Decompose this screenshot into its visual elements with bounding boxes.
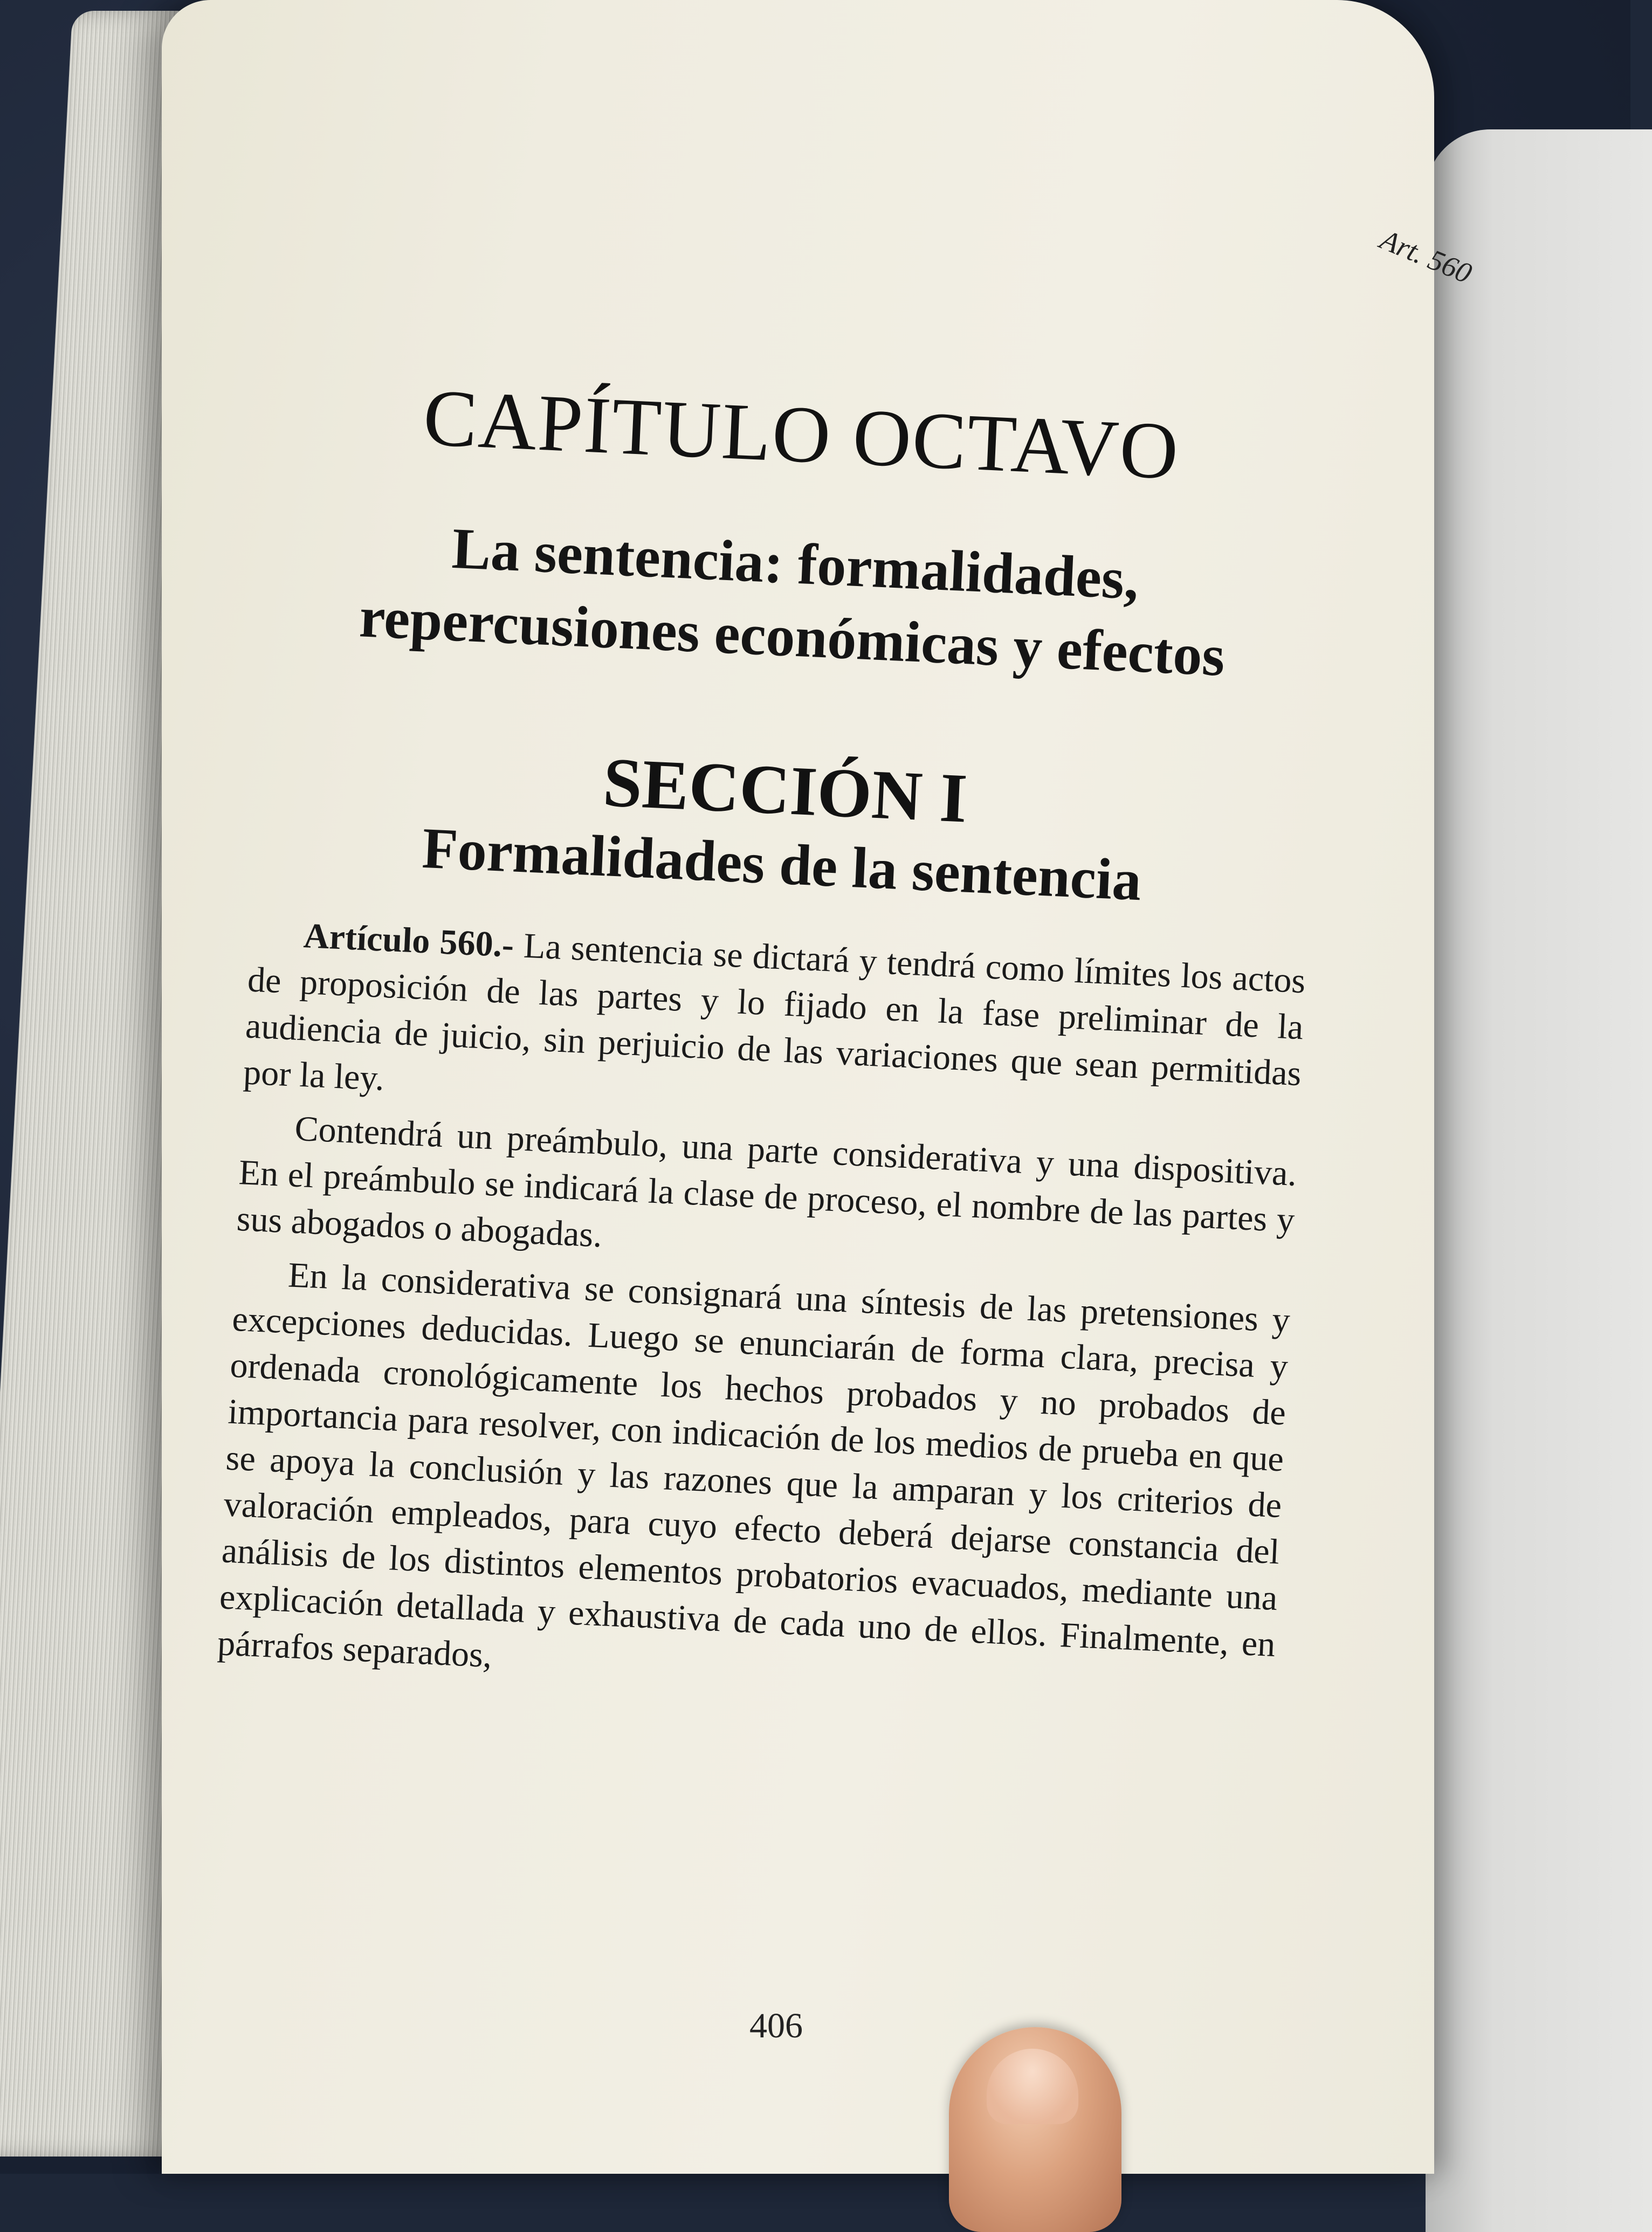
thumbnail xyxy=(987,2049,1078,2124)
chapter-title: CAPÍTULO OCTAVO xyxy=(421,373,1181,497)
article-paragraph-1-text: La sentencia se dictará y tendrá como límites los actos de proposición de las partes y lo fijado en la fase preliminar de la audiencia de juicio, sin perjuicio de las variaciones que sean permitidas por la ley. xyxy=(242,926,1306,1099)
chapter-subtitle-line-1: La sentencia: formalidades, xyxy=(450,516,1140,612)
section-subtitle: Formalidades de la sentencia xyxy=(421,816,1143,913)
article-paragraph-2: Contendrá un preámbulo, una parte considerativa y una dispositiva. En el preámbulo se indicará la clase de proceso, el nombre de las partes y sus abogados o abogadas. xyxy=(236,1108,1298,1255)
article-paragraph-3: En la considerativa se consignará una síntesis de las pretensiones y excepciones deducidas. Luego se enunciarán de forma clara, precisa y ordenada cronológicamente los hechos probados y no probados de importancia para resolver, con indicación de los medios de prueba en que se apoya la conclusión y las razones que la amparan y los criterios de valoración empleados, para cuyo efecto deberá dejarse constancia del análisis de los distintos elementos probatorios evacuados, mediante una explicación detallada y exhaustiva de cada uno de ellos. Finalmente, en párrafos separados, xyxy=(216,1255,1291,1676)
section-title: SECCIÓN I xyxy=(601,743,969,838)
page-content xyxy=(216,140,1477,1722)
page-number: 406 xyxy=(749,2006,803,2045)
article-label: Artículo 560.- xyxy=(302,916,515,965)
chapter-subtitle-line-2: repercusiones económicas y efectos xyxy=(358,585,1227,688)
running-head: Art. 560 xyxy=(1375,223,1477,290)
thumb xyxy=(949,2027,1121,2232)
article-body xyxy=(216,911,1306,1714)
book-page xyxy=(162,0,1477,2174)
facing-page xyxy=(1426,129,1652,2232)
chapter-subtitle xyxy=(263,504,1325,697)
article-paragraph-1 xyxy=(243,911,1307,1144)
